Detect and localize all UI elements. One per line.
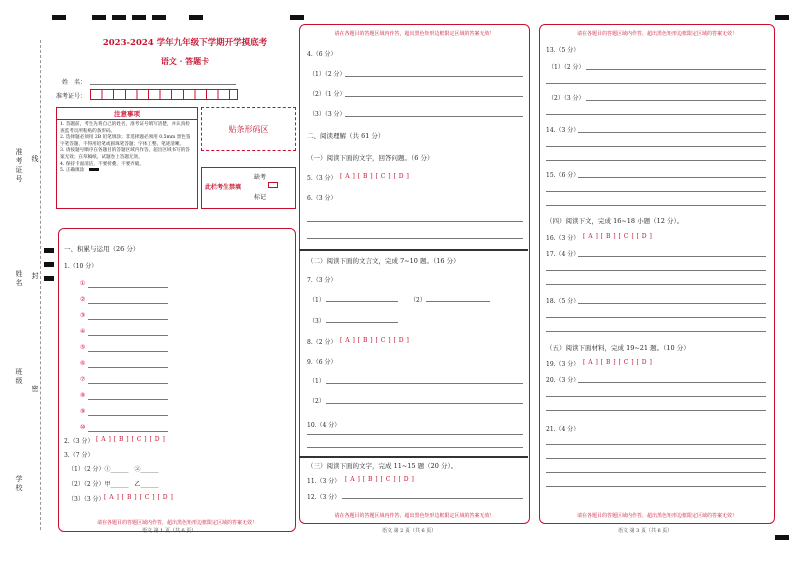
- answer-line[interactable]: [88, 319, 168, 320]
- answer-line[interactable]: [546, 160, 766, 161]
- reading-3-title: （三）阅读下面的文字，完成 11~15 题（20 分）。: [307, 462, 458, 470]
- answer-line[interactable]: [307, 221, 523, 222]
- ticket-label: 准考证号：: [56, 93, 87, 100]
- question-18: 18.（5 分）: [546, 298, 580, 305]
- question-16: 16.（3 分）: [546, 235, 580, 242]
- reading-4-title: （四）阅读下文，完成 16~18 小题（12 分）。: [546, 217, 684, 225]
- answer-line[interactable]: [326, 403, 523, 404]
- answer-line[interactable]: [345, 116, 523, 117]
- answer-line[interactable]: [546, 205, 766, 206]
- answer-line[interactable]: [326, 322, 398, 323]
- answer-line[interactable]: [345, 96, 523, 97]
- answer-line[interactable]: [88, 383, 168, 384]
- answer-line[interactable]: [307, 434, 523, 435]
- absent-checkbox[interactable]: [268, 182, 278, 188]
- alignment-mark: [44, 262, 54, 267]
- question-3-3: （3）（3 分）: [68, 496, 105, 503]
- notice-item: 3. 请按题号顺序在各题目的答题区域内作答，超出区域书写的答案无效；在草稿纸、试题卷上答题无效。: [60, 148, 190, 160]
- boundary-warning: 请在各题目的答题区域内作答，超出黑色矩形边框限定区域的答案无效！: [334, 31, 495, 37]
- answer-panel-2: [299, 24, 530, 524]
- answer-line[interactable]: [546, 270, 766, 271]
- answer-line[interactable]: [307, 447, 523, 448]
- boundary-warning: 请在各题目的答题区域内作答，超出黑色矩形边框限定区域的答案无效！: [576, 31, 737, 37]
- choice-options[interactable]: [ A ] [ B ] [ C ] [ D ]: [345, 476, 415, 483]
- answer-line[interactable]: [546, 331, 766, 332]
- choice-options[interactable]: [ A ] [ B ] [ C ] [ D ]: [96, 436, 166, 443]
- section-divider: [299, 456, 528, 458]
- absent-line1: 缺考: [254, 174, 267, 181]
- margin-class-label: 班级: [15, 368, 23, 386]
- question-20: 20.（3 分）: [546, 377, 580, 384]
- question-7-1: （1）: [309, 297, 325, 304]
- alignment-mark: [44, 276, 54, 281]
- question-6: 6.（3 分）: [307, 195, 337, 202]
- answer-line[interactable]: [546, 410, 766, 411]
- answer-line[interactable]: [546, 396, 766, 397]
- answer-line[interactable]: [88, 287, 168, 288]
- absent-line2: 标记: [254, 194, 267, 201]
- ticket-number-boxes[interactable]: [90, 89, 238, 100]
- answer-line[interactable]: [546, 284, 766, 285]
- boundary-warning: 请在各题目的答题区域内作答，超出黑色矩形边框限定区域的答案无效！: [334, 513, 495, 519]
- alignment-mark: [189, 15, 203, 20]
- question-9-1: （1）: [309, 378, 325, 385]
- answer-line[interactable]: [546, 114, 766, 115]
- alignment-mark: [132, 15, 146, 20]
- barcode-label: 贴条形码区: [228, 124, 269, 134]
- boundary-warning: 请在各题目的答题区域内作答，超出黑色矩形边框限定区域的答案无效！: [576, 513, 737, 519]
- question-13-2: （2）（3 分）: [548, 95, 585, 102]
- answer-line[interactable]: [546, 146, 766, 147]
- page-subtitle: 语文 · 答题卡: [160, 56, 210, 66]
- answer-line[interactable]: [586, 69, 766, 70]
- choice-options[interactable]: [ A ] [ B ] [ C ] [ D ]: [583, 233, 653, 240]
- page-title: 2023-2024 学年九年级下学期开学摸底考: [102, 38, 268, 48]
- blank-index: ④: [80, 328, 86, 335]
- choice-options[interactable]: [ A ] [ B ] [ C ] [ D ]: [340, 173, 410, 180]
- notice-item: 2. 选择题必须用 2B 铅笔填涂；非选择题必须用 0.5mm 黑色签字笔答题，不得用铅笔或圆珠笔答题；字体工整、笔迹清晰。: [60, 135, 191, 147]
- question-10: 10.（4 分）: [307, 422, 341, 429]
- answer-line[interactable]: [546, 472, 766, 473]
- blank-index: ⑩: [80, 424, 86, 431]
- alignment-mark: [152, 15, 166, 20]
- page-footer: 语文 第 2 页（共 6 页）: [382, 528, 437, 534]
- alignment-mark: [775, 15, 789, 20]
- section-divider: [299, 249, 528, 251]
- reading-1-title: （一）阅读下面的文字，回答问题。（6 分）: [307, 154, 434, 162]
- margin-school-label: 学校: [15, 475, 23, 493]
- answer-line[interactable]: [546, 191, 766, 192]
- page-footer: 语文 第 3 页（共 6 页）: [618, 528, 673, 534]
- alignment-mark: [112, 15, 126, 20]
- question-7: 7.（3 分）: [307, 277, 337, 284]
- question-17: 17.（4 分）: [546, 251, 580, 258]
- answer-line[interactable]: [578, 256, 766, 257]
- answer-line[interactable]: [88, 367, 168, 368]
- answer-line[interactable]: [88, 335, 168, 336]
- question-8: 8.（2 分）: [307, 339, 337, 346]
- question-13: 13.（5 分）: [546, 47, 580, 54]
- answer-line[interactable]: [88, 303, 168, 304]
- section-1-title: 一、积累与运用（26 分）: [64, 245, 140, 253]
- question-5: 5.（3 分）: [307, 175, 337, 182]
- blank-index: ⑧: [80, 392, 86, 399]
- absent-box: [201, 167, 296, 209]
- question-3-1[interactable]: （1）（2 分）①______ ②______: [68, 466, 159, 473]
- question-15: 15.（6 分）: [546, 172, 580, 179]
- answer-line[interactable]: [578, 382, 766, 383]
- alignment-mark: [775, 535, 789, 540]
- answer-line[interactable]: [546, 83, 766, 84]
- question-4: 4.（6 分）: [307, 51, 337, 58]
- choice-options[interactable]: [ A ] [ B ] [ C ] [ D ]: [583, 359, 653, 366]
- question-11: 11.（3 分）: [307, 478, 341, 485]
- blank-index: ①: [80, 280, 86, 287]
- question-3-2[interactable]: （2）（2 分）甲______ 乙______: [68, 481, 159, 488]
- answer-line[interactable]: [426, 301, 490, 302]
- margin-feng: 封: [31, 272, 39, 281]
- filled-sample-icon: [89, 168, 99, 171]
- answer-line[interactable]: [546, 317, 766, 318]
- notice-item: 1. 答题前，考生先将自己的姓名，准考证号填写清楚，并认真检查监考员所粘贴的条形码。: [60, 122, 190, 134]
- reading-5-title: （五）阅读下面材料，完成 19~21 题。（10 分）: [546, 344, 690, 352]
- answer-line[interactable]: [578, 177, 766, 178]
- answer-line[interactable]: [88, 399, 168, 400]
- answer-line[interactable]: [345, 76, 523, 77]
- question-21: 21.（4 分）: [546, 426, 580, 433]
- answer-line[interactable]: [88, 351, 168, 352]
- margin-xian: 线: [31, 155, 39, 164]
- alignment-mark: [92, 15, 106, 20]
- blank-index: ⑦: [80, 376, 86, 383]
- answer-line[interactable]: [326, 301, 398, 302]
- notice-box: [56, 107, 198, 209]
- question-3: 3.（7 分）: [64, 452, 94, 459]
- choice-options[interactable]: [ A ] [ B ] [ C ] [ D ]: [104, 494, 174, 501]
- blank-index: ⑤: [80, 344, 86, 351]
- margin-ticket-label: 准考证号: [15, 148, 23, 184]
- question-4-3: （3）（3 分）: [309, 111, 346, 118]
- question-9-2: （2）: [309, 398, 325, 405]
- alignment-mark: [44, 248, 54, 253]
- reading-2-title: （二）阅读下面的文言文，完成 7~10 题。（16 分）: [307, 257, 460, 265]
- question-4-2: （2）（1 分）: [309, 91, 346, 98]
- question-9: 9.（6 分）: [307, 359, 337, 366]
- binding-line: [40, 40, 41, 530]
- answer-line[interactable]: [586, 100, 766, 101]
- notice-item: 5. 正确填涂: [60, 168, 85, 174]
- alignment-mark: [52, 15, 66, 20]
- question-19: 19.（3 分）: [546, 361, 580, 368]
- section-2-title: 二、阅读理解（共 61 分）: [307, 132, 385, 140]
- absent-label: 此栏考生禁填: [205, 184, 242, 191]
- answer-line[interactable]: [546, 486, 766, 487]
- barcode-area: [201, 107, 296, 151]
- answer-line[interactable]: [578, 303, 766, 304]
- question-4-1: （1）（2 分）: [309, 71, 346, 78]
- answer-line[interactable]: [326, 383, 523, 384]
- blank-index: ⑥: [80, 360, 86, 367]
- answer-line[interactable]: [342, 498, 523, 499]
- margin-name-label: 姓名: [15, 270, 23, 288]
- page-footer: 语文 第 1 页（共 6 页）: [142, 528, 197, 534]
- notice-item: 4. 保持卡面清洁，不要折叠、不要弄破。: [60, 161, 144, 167]
- boundary-warning: 请在各题目的答题区域内作答，超出黑色矩形边框限定区域的答案无效！: [96, 520, 257, 526]
- name-field[interactable]: [90, 84, 236, 85]
- question-12: 12.（3 分）: [307, 494, 341, 501]
- margin-mi: 密: [31, 385, 39, 394]
- alignment-mark: [290, 15, 304, 20]
- question-7-2: （2）: [410, 297, 426, 304]
- name-label: 姓 名：: [62, 79, 87, 86]
- blank-index: ⑨: [80, 408, 86, 415]
- blank-index: ②: [80, 296, 86, 303]
- answer-line[interactable]: [88, 415, 168, 416]
- answer-line[interactable]: [88, 431, 168, 432]
- blank-index: ③: [80, 312, 86, 319]
- question-14: 14.（3 分）: [546, 127, 580, 134]
- question-2: 2.（3 分）: [64, 438, 94, 445]
- notice-title: 注意事项: [57, 108, 197, 120]
- question-1: 1.（10 分）: [64, 263, 98, 270]
- answer-line[interactable]: [546, 458, 766, 459]
- question-13-1: （1）（2 分）: [548, 64, 585, 71]
- answer-line[interactable]: [578, 132, 766, 133]
- answer-line[interactable]: [307, 238, 523, 239]
- answer-line[interactable]: [546, 444, 766, 445]
- question-7-3: （3）: [309, 318, 325, 325]
- choice-options[interactable]: [ A ] [ B ] [ C ] [ D ]: [340, 337, 410, 344]
